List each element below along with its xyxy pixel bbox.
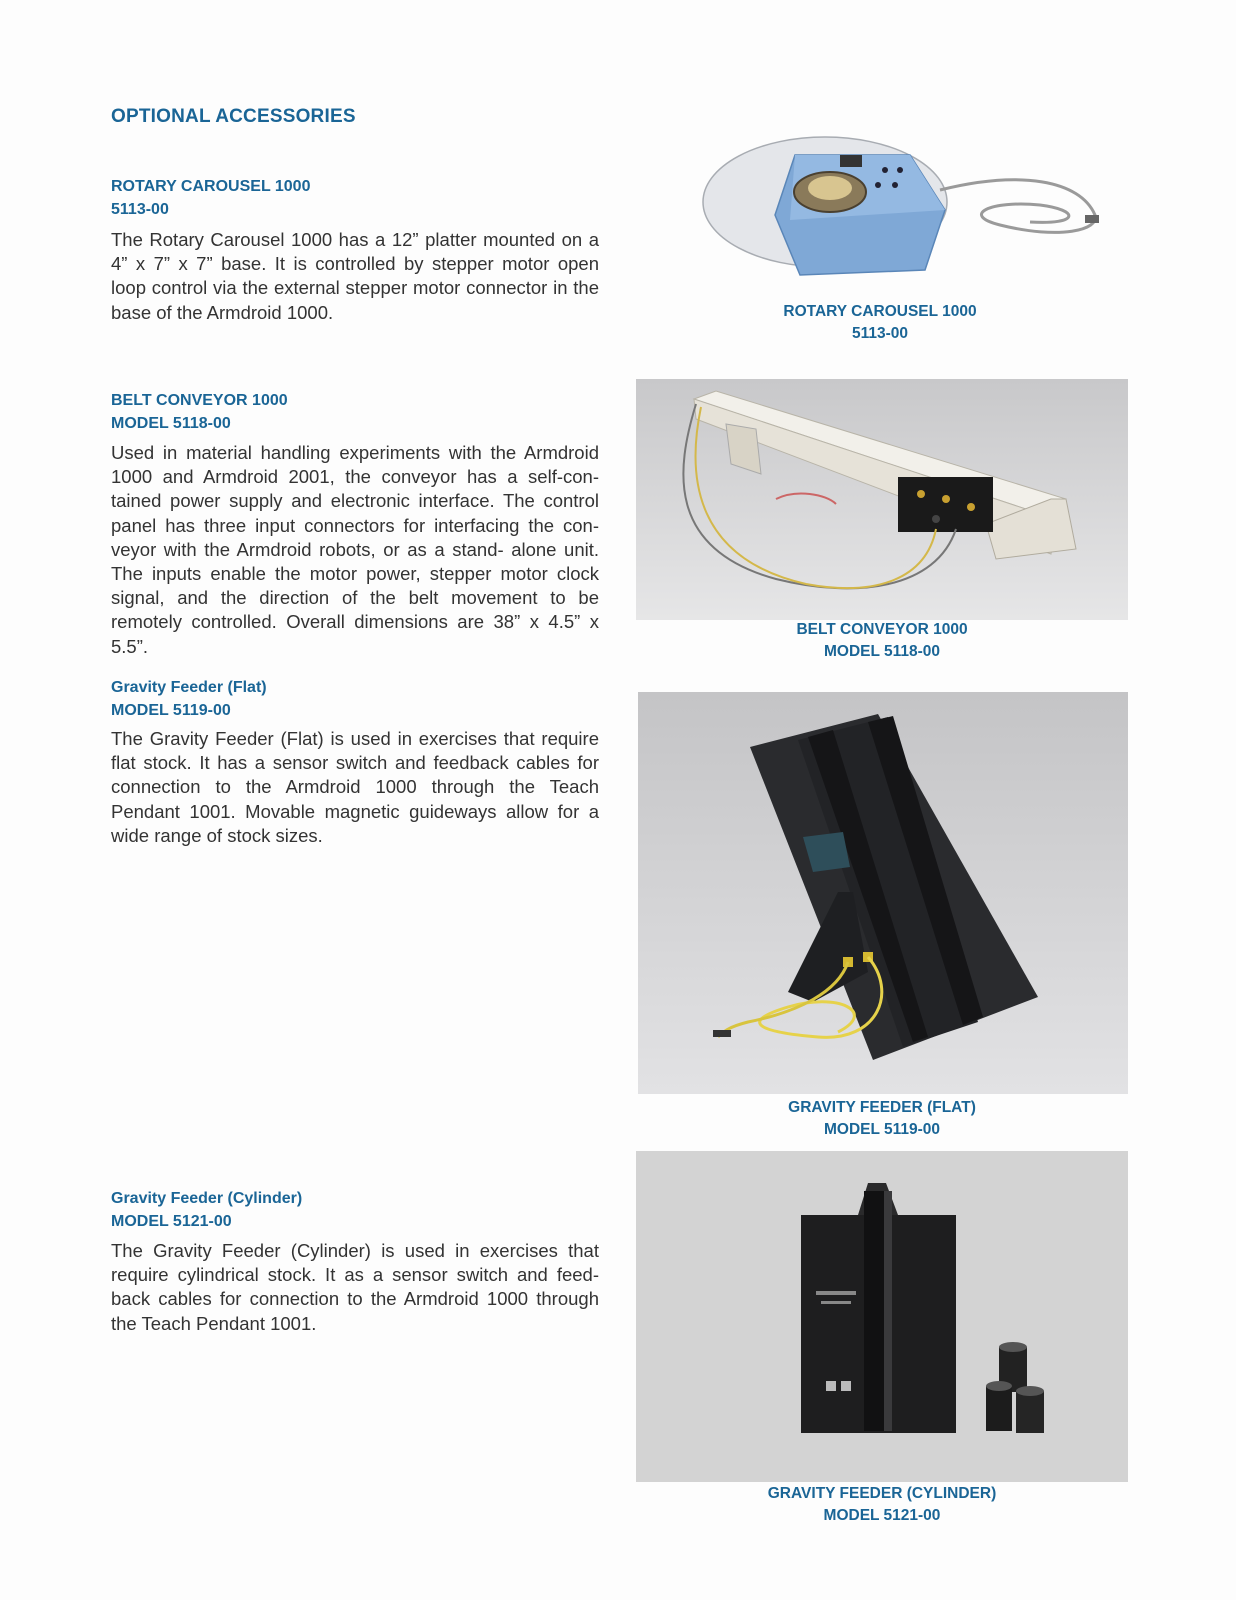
caption-name: ROTARY CAROUSEL 1000 <box>783 303 977 320</box>
product-heading <box>111 389 288 435</box>
product-name: ROTARY CAROUSEL 1000 <box>111 178 311 195</box>
product-model: MODEL 5118-00 <box>111 415 231 432</box>
product-caption <box>732 619 1032 663</box>
rotary-carousel-photo <box>700 130 1120 280</box>
product-model: 5113-00 <box>111 201 169 218</box>
caption-model: MODEL 5121-00 <box>823 1507 941 1524</box>
caption-model: MODEL 5118-00 <box>823 643 941 660</box>
product-name: Gravity Feeder (Flat) <box>111 679 267 696</box>
product-heading <box>111 676 267 722</box>
product-description: The Gravity Feeder (Cylinder) is used in exercises that require cylindrical stock. It as a sensor switch and feed- back cables for connection to the Armdroid 1000 through the Teach Pendant 1001. <box>111 1240 599 1334</box>
gravity-feeder-cylinder-photo <box>636 1151 1128 1482</box>
product-description: The Rotary Carousel 1000 has a 12” platter mounted on a 4” x 7” x 7” base. It is controlled by stepper motor open loop control via the external stepper motor connector in the base of the Armdroid 1000. <box>111 229 599 323</box>
product-description: The Gravity Feeder (Flat) is used in exercises that require flat stock. It has a sensor switch and feedback cables for connection to the Armdroid 1000 through the Teach Pendant 1001. Movable magnetic guideways allow for a wide range of stock sizes. <box>111 728 599 846</box>
caption-name: GRAVITY FEEDER (CYLINDER) <box>767 1485 997 1502</box>
caption-model: MODEL 5119-00 <box>823 1121 941 1138</box>
product-heading <box>111 175 310 221</box>
product-caption <box>732 1483 1032 1527</box>
product-caption <box>732 1097 1032 1141</box>
caption-model: 5113-00 <box>851 325 909 342</box>
product-model: MODEL 5119-00 <box>111 702 231 719</box>
product-name: Gravity Feeder (Cylinder) <box>111 1190 303 1207</box>
gravity-feeder-flat-photo <box>638 692 1128 1094</box>
page-title: OPTIONAL ACCESSORIES <box>111 106 356 127</box>
product-name: BELT CONVEYOR 1000 <box>111 392 288 409</box>
caption-name: BELT CONVEYOR 1000 <box>796 621 968 638</box>
product-caption <box>730 301 1030 345</box>
belt-conveyor-photo <box>636 379 1128 620</box>
product-heading <box>111 1187 302 1233</box>
caption-name: GRAVITY FEEDER (FLAT) <box>788 1099 976 1116</box>
product-description: Used in material handling experiments with the Armdroid 1000 and Armdroid 2001, the conveyor has a self-con- tained power supply and electronic interface. The control panel has three input connectors for interfacing the con- veyor with the Armdroid robots, or as a stand- alone unit. The inputs enable the motor power, stepper motor clock signal, and the direction of the belt movement to be remotely controlled. Overall dimensions are 38” x 4.5” x 5.5”. <box>111 442 599 657</box>
product-model: MODEL 5121-00 <box>111 1213 232 1230</box>
